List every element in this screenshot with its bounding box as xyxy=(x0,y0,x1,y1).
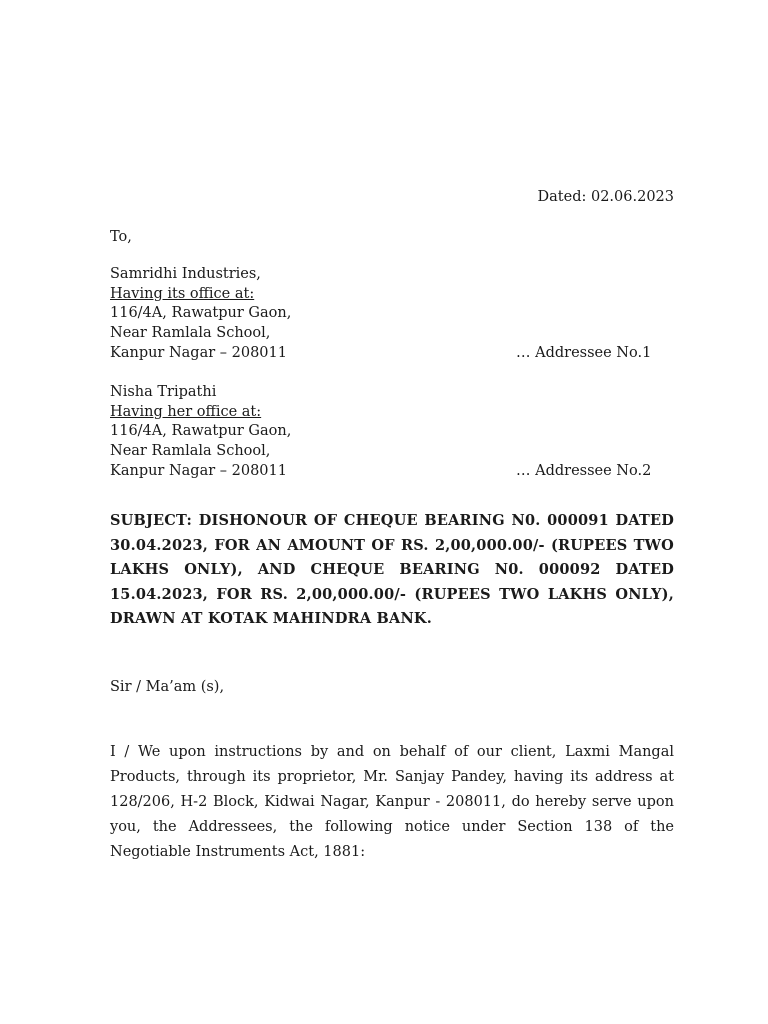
document-date: Dated: 02.06.2023 xyxy=(537,189,674,205)
addressee-tag: … Addressee No.1 xyxy=(516,344,652,361)
addressee-name: Samridhi Industries, xyxy=(110,266,261,282)
address-line: Kanpur Nagar – 208011 xyxy=(110,344,287,361)
subject-heading: SUBJECT: DISHONOUR OF CHEQUE BEARING N0. 000091 DATED 30.04.2023, FOR AN AMOUNT OF RS. 2,00,000.00/- (RUPEES TWO LAKHS ONLY), AND CHEQUE BEARING N0. 000092 DATED 15.04.2023, FOR RS. 2,00,000.00/- (RUPEES TWO LAKHS ONLY), DRAWN AT KOTAK MAHINDRA BANK. xyxy=(110,512,674,628)
salutation: Sir / Ma’am (s), xyxy=(110,679,225,695)
addressee-block-1 xyxy=(110,265,652,363)
address-line: Near Ramlala School, xyxy=(110,325,271,342)
office-label: Having her office at: xyxy=(110,403,262,420)
addressee-name: Nisha Tripathi xyxy=(110,384,217,400)
body-paragraph: I / We upon instructions by and on behalf of our client, Laxmi Mangal Products, through its proprietor, Mr. Sanjay Pandey, having its address at 128/206, H-2 Block, Kidwai Nagar, Kanpur - 208011, do hereby serve upon you, the Addressees, the following notice under Section 138 of the Negotiable Instruments Act, 1881: xyxy=(110,744,674,861)
to-label: To, xyxy=(110,229,132,245)
address-line: 116/4A, Rawatpur Gaon, xyxy=(110,423,292,440)
address-line: 116/4A, Rawatpur Gaon, xyxy=(110,305,292,322)
addressee-block-2 xyxy=(110,383,652,481)
address-line: Near Ramlala School, xyxy=(110,443,271,460)
addressee-tag: … Addressee No.2 xyxy=(516,462,652,479)
address-line: Kanpur Nagar – 208011 xyxy=(110,462,287,479)
office-label: Having its office at: xyxy=(110,285,255,302)
